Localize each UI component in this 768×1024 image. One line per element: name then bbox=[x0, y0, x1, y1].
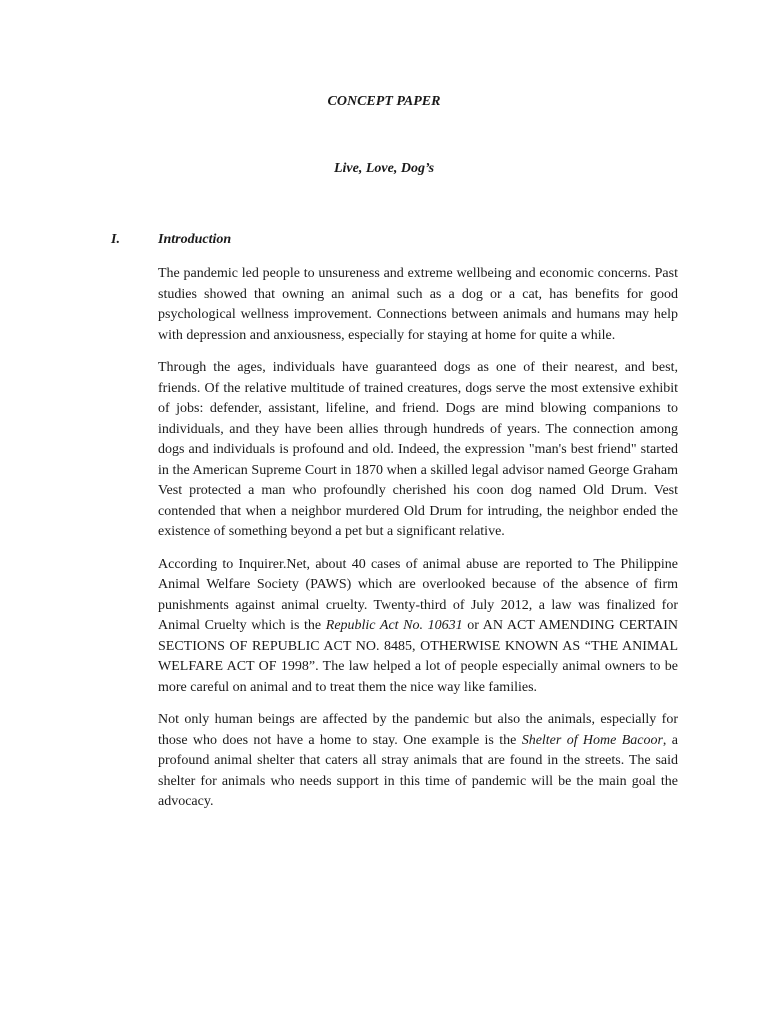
document-subtitle: Live, Love, Dog’s bbox=[333, 161, 435, 176]
republic-act-reference: Republic Act No. 10631 bbox=[325, 618, 463, 633]
shelter-name: Shelter of Home Bacoor bbox=[521, 732, 663, 748]
paragraph-1: The pandemic led people to unsureness and extreme wellbeing and economic concerns. Past studies showed that owning an animal such as a dog or a cat, has benefits for good psychological wellness improvement. Connections between animals and humans may help with depression and anxiousness, especially for staying at home for quite a while. bbox=[158, 266, 678, 343]
paragraph-2: Through the ages, individuals have guaranteed dogs as one of their nearest, and best, friends. Of the relative multitude of trained creatures, dogs serve the most extensive exhibit of jobs: defender, assistant, lifeline, and friend. Dogs are mind blowing companions to individuals, and they have been allies through hundreds of years. The connection among dogs and individuals is profound and old. Indeed, the expression "man's best friend" started in the American Supreme Court in 1870 when a skilled legal advisor named George Graham Vest protected a man who profoundly cherished his coon dog named Old Drum. Vest contended that when a neighbor murdered Old Drum for intruding, the neighbor ended the existence of something beyond a pet but a significant relative. bbox=[158, 360, 678, 539]
section-heading: Introduction bbox=[158, 232, 232, 247]
paragraph-3-text-b: or AN ACT AMENDING CERTAIN SECTIONS OF REPUBLIC ACT NO. 8485, OTHERWISE KNOWN AS “THE ANIMAL WELFARE ACT OF 1998”. The law helped a lot of people especially animal owners to be more careful on animal and to treat them the nice way like families. bbox=[158, 618, 678, 695]
paragraph-4 bbox=[158, 710, 678, 813]
section-body bbox=[158, 264, 678, 825]
paragraph-3 bbox=[158, 555, 678, 699]
document-title: CONCEPT PAPER bbox=[327, 94, 441, 109]
paragraph-4-text-b: , a profound animal shelter that caters all stray animals that are found in the streets. The said shelter for animals who needs support in this time of pandemic will be the main goal the advocacy. bbox=[158, 732, 678, 809]
paragraph-3-text-a: According to Inquirer.Net, about 40 cases of animal abuse are reported to The Philippine Animal Welfare Society (PAWS) which are overlooked because of the absence of firm punishments against animal cruelty. Twenty-third of July 2012, a law was finalized for Animal Cruelty which is the bbox=[158, 556, 678, 633]
paragraph-4-text-a: Not only human beings are affected by the pandemic but also the animals, especially for those who does not have a home to stay. One example is the bbox=[158, 712, 678, 748]
section-number: I. bbox=[111, 232, 120, 247]
